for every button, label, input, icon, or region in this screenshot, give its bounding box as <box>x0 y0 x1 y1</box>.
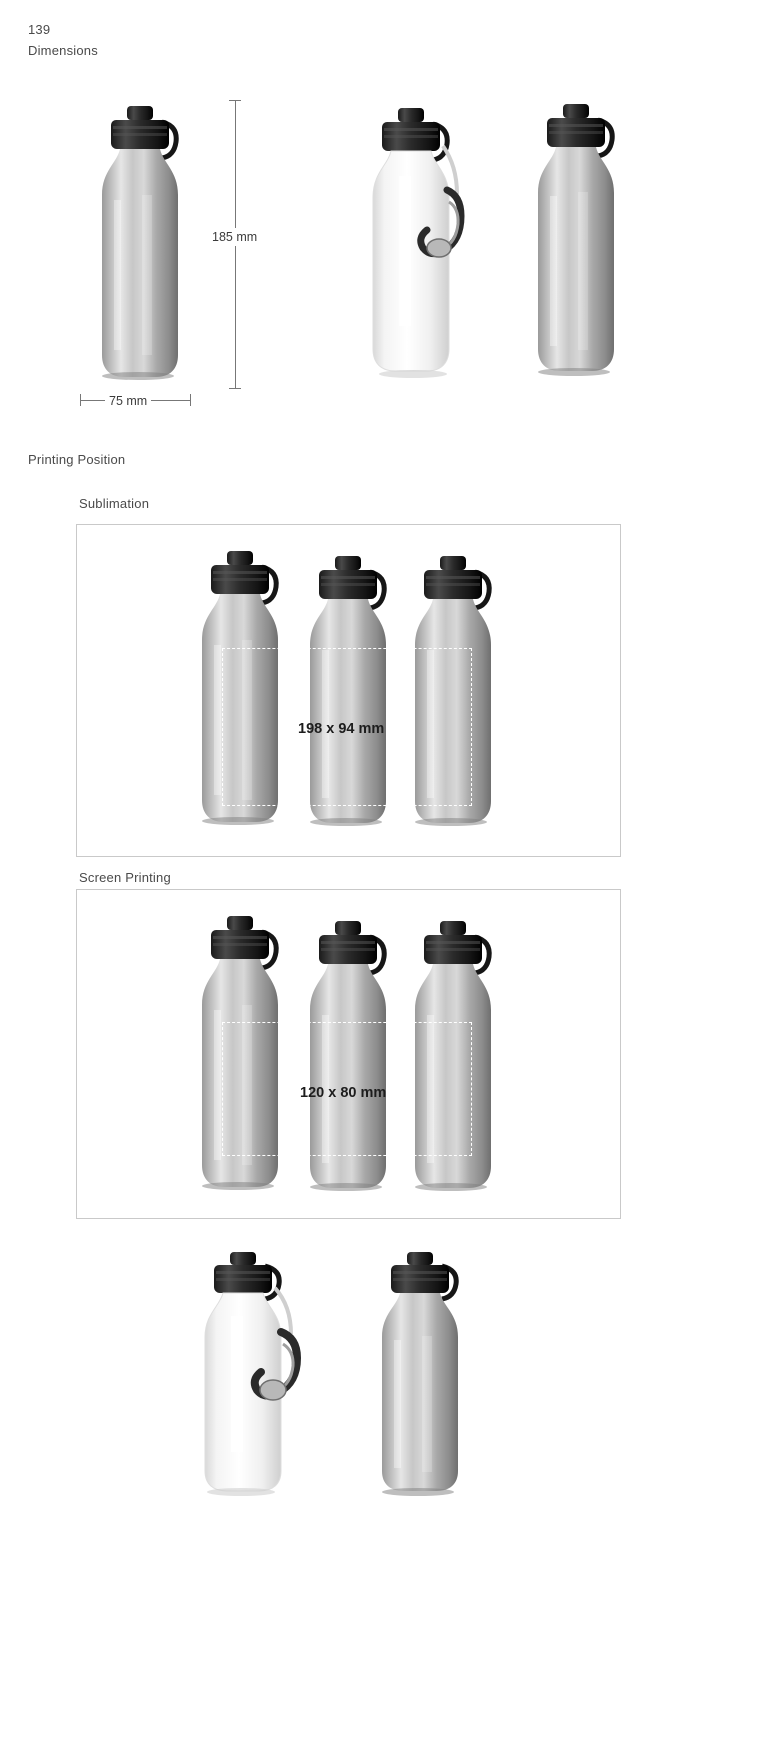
height-dimension-label: 185 mm <box>208 228 261 246</box>
label-screen-printing: Screen Printing <box>79 870 171 885</box>
screen-bottle-middle <box>288 917 408 1209</box>
label-sublimation: Sublimation <box>79 496 150 511</box>
page-number: 139 <box>28 22 51 37</box>
bottle-silver-dimensioned <box>80 100 200 400</box>
sublimation-bottle-right <box>393 552 513 844</box>
screen-bottle-right <box>393 917 513 1209</box>
height-dimension-cap-bottom <box>229 388 241 389</box>
bottom-bottle-silver <box>360 1250 490 1510</box>
height-dimension-cap-top <box>229 100 241 101</box>
width-dimension-cap-left <box>80 394 81 406</box>
section-title-dimensions: Dimensions <box>28 43 98 58</box>
width-dimension-label: 75 mm <box>105 392 151 410</box>
bottle-silver-plain <box>518 100 638 395</box>
bottle-white-carabiner <box>355 106 485 396</box>
bottom-bottle-white-carabiner <box>185 1250 330 1510</box>
sublimation-bottle-middle <box>288 552 408 844</box>
screen-printing-area-label: 120 x 80 mm <box>300 1085 387 1101</box>
width-dimension-cap-right <box>190 394 191 406</box>
section-title-printing-position: Printing Position <box>28 452 126 467</box>
sublimation-bottle-left <box>180 545 300 845</box>
screen-bottle-left <box>180 910 300 1210</box>
sublimation-area-label: 198 x 94 mm <box>298 721 385 737</box>
